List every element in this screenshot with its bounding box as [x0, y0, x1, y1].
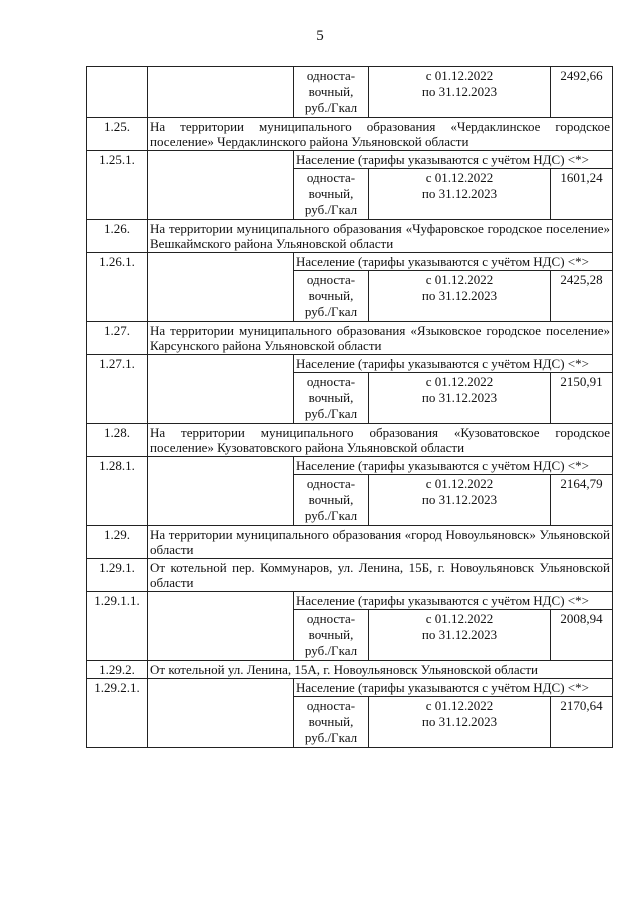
tariff-value: 1601,24 — [551, 169, 613, 220]
row-number: 1.28. — [87, 424, 148, 457]
period-cell — [369, 373, 551, 424]
unit-line: руб./Гкал — [304, 304, 358, 319]
period-end: по 31.12.2023 — [421, 714, 498, 729]
period-start: с 01.12.2022 — [425, 698, 494, 713]
row-number: 1.28.1. — [87, 457, 148, 526]
row-number: 1.26.1. — [87, 253, 148, 322]
row-number: 1.29.2. — [87, 661, 148, 679]
territory-heading: На территории муниципального образования «Чуфаровское городское поселение» Вешкаймского района Ульяновской области — [148, 220, 613, 253]
unit-cell — [294, 697, 369, 748]
empty-cell — [148, 679, 294, 748]
period-start: с 01.12.2022 — [425, 374, 494, 389]
row-number: 1.29.2.1. — [87, 679, 148, 748]
empty-cell — [148, 457, 294, 526]
table-row — [87, 559, 613, 592]
unit-line: вочный, — [308, 186, 354, 201]
empty-cell — [148, 67, 294, 118]
unit-line: руб./Гкал — [304, 643, 358, 658]
table-row — [87, 679, 613, 697]
table-row — [87, 457, 613, 475]
row-number: 1.25. — [87, 118, 148, 151]
territory-heading: На территории муниципального образования «Чердаклинское городское поселение» Чердаклинского района Ульяновской области — [148, 118, 613, 151]
territory-heading: На территории муниципального образования «город Новоульяновск» Ульяновской области — [148, 526, 613, 559]
tariff-value: 2492,66 — [551, 67, 613, 118]
tariff-table — [86, 66, 613, 748]
boiler-heading: От котельной ул. Ленина, 15А, г. Новоульяновск Ульяновской области — [148, 661, 613, 679]
period-cell — [369, 271, 551, 322]
empty-cell — [148, 151, 294, 220]
period-cell — [369, 169, 551, 220]
unit-line: вочный, — [308, 288, 354, 303]
empty-cell — [148, 253, 294, 322]
page-number: 5 — [316, 28, 324, 44]
population-label: Население (тарифы указываются с учётом НДС) <*> — [294, 151, 613, 169]
unit-line: односта- — [306, 170, 356, 185]
territory-heading: На территории муниципального образования «Языковское городское поселение» Карсунского района Ульяновской области — [148, 322, 613, 355]
unit-cell — [294, 67, 369, 118]
unit-line: руб./Гкал — [304, 100, 358, 115]
unit-line: односта- — [306, 698, 356, 713]
period-cell — [369, 697, 551, 748]
period-cell — [369, 475, 551, 526]
unit-cell — [294, 271, 369, 322]
empty-cell — [148, 592, 294, 661]
unit-cell — [294, 169, 369, 220]
unit-cell — [294, 373, 369, 424]
period-end: по 31.12.2023 — [421, 288, 498, 303]
row-number: 1.25.1. — [87, 151, 148, 220]
period-start: с 01.12.2022 — [425, 68, 494, 83]
population-label: Население (тарифы указываются с учётом НДС) <*> — [294, 592, 613, 610]
period-start: с 01.12.2022 — [425, 170, 494, 185]
period-start: с 01.12.2022 — [425, 611, 494, 626]
table-row — [87, 322, 613, 355]
table-row — [87, 220, 613, 253]
territory-heading: На территории муниципального образования «Кузоватовское городское поселение» Кузоватовского района Ульяновской области — [148, 424, 613, 457]
row-number: 1.27.1. — [87, 355, 148, 424]
tariff-value: 2425,28 — [551, 271, 613, 322]
period-end: по 31.12.2023 — [421, 627, 498, 642]
tariff-value: 2170,64 — [551, 697, 613, 748]
unit-line: вочный, — [308, 492, 354, 507]
unit-line: вочный, — [308, 627, 354, 642]
tariff-value: 2150,91 — [551, 373, 613, 424]
row-number — [87, 67, 148, 118]
unit-line: вочный, — [308, 84, 354, 99]
unit-cell — [294, 475, 369, 526]
tariff-value: 2008,94 — [551, 610, 613, 661]
row-number: 1.29.1. — [87, 559, 148, 592]
tariff-value: 2164,79 — [551, 475, 613, 526]
table-row — [87, 526, 613, 559]
unit-line: односта- — [306, 272, 356, 287]
row-number: 1.29.1.1. — [87, 592, 148, 661]
period-end: по 31.12.2023 — [421, 84, 498, 99]
boiler-heading: От котельной пер. Коммунаров, ул. Ленина, 15Б, г. Новоульяновск Ульяновской области — [148, 559, 613, 592]
period-cell — [369, 610, 551, 661]
table-row — [87, 424, 613, 457]
empty-cell — [148, 355, 294, 424]
period-start: с 01.12.2022 — [425, 476, 494, 491]
table-row — [87, 661, 613, 679]
unit-line: односта- — [306, 611, 356, 626]
unit-line: односта- — [306, 68, 356, 83]
unit-line: вочный, — [308, 390, 354, 405]
unit-line: односта- — [306, 374, 356, 389]
row-number: 1.29. — [87, 526, 148, 559]
population-label: Население (тарифы указываются с учётом НДС) <*> — [294, 679, 613, 697]
period-cell — [369, 67, 551, 118]
period-start: с 01.12.2022 — [425, 272, 494, 287]
unit-line: руб./Гкал — [304, 730, 358, 745]
population-label: Население (тарифы указываются с учётом НДС) <*> — [294, 457, 613, 475]
unit-line: руб./Гкал — [304, 508, 358, 523]
table-row — [87, 592, 613, 610]
table-row — [87, 253, 613, 271]
unit-cell — [294, 610, 369, 661]
unit-line: руб./Гкал — [304, 406, 358, 421]
period-end: по 31.12.2023 — [421, 186, 498, 201]
row-number: 1.26. — [87, 220, 148, 253]
period-end: по 31.12.2023 — [421, 390, 498, 405]
population-label: Население (тарифы указываются с учётом НДС) <*> — [294, 253, 613, 271]
unit-line: односта- — [306, 476, 356, 491]
table-row — [87, 67, 613, 118]
period-end: по 31.12.2023 — [421, 492, 498, 507]
population-label: Население (тарифы указываются с учётом НДС) <*> — [294, 355, 613, 373]
table-row — [87, 151, 613, 169]
unit-line: вочный, — [308, 714, 354, 729]
table-row — [87, 118, 613, 151]
row-number: 1.27. — [87, 322, 148, 355]
unit-line: руб./Гкал — [304, 202, 358, 217]
table-row — [87, 355, 613, 373]
